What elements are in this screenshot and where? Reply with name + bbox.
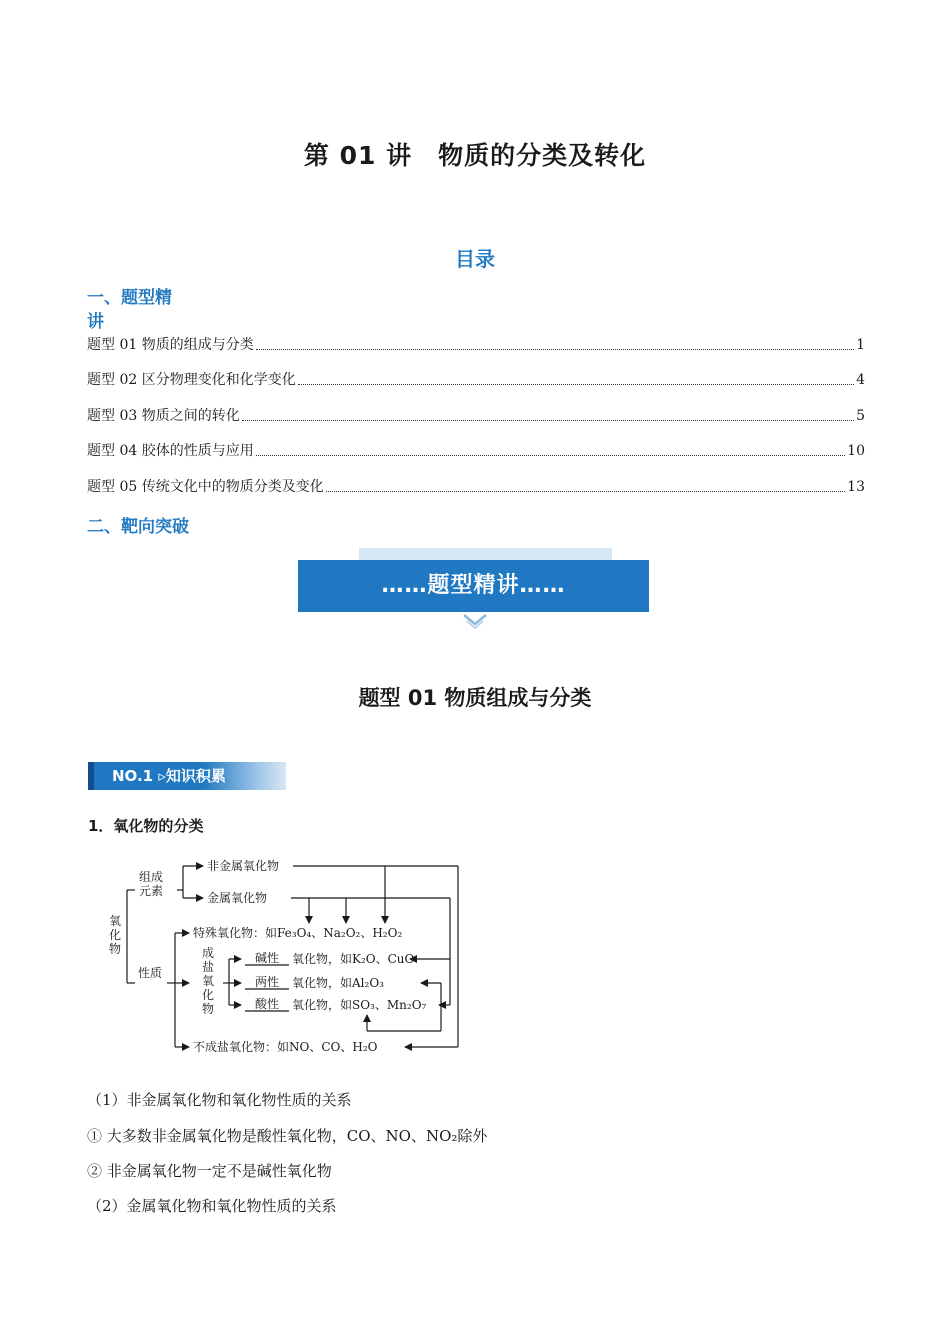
diagram-basic-rest: 氧化物，如K₂O、CuO bbox=[292, 952, 415, 966]
toc-title: 目录 bbox=[455, 247, 495, 271]
diagram-acidic-rest: 氧化物，如SO₃、Mn₂O₇ bbox=[292, 998, 427, 1012]
diagram-salt-forming: 成盐氧化物 bbox=[202, 946, 215, 1016]
toc-entry-label: 题型 04 胶体的性质与应用 bbox=[87, 443, 254, 459]
paragraph: ② 非金属氧化物一定不是碱性氧化物 bbox=[87, 1162, 332, 1180]
toc-section-one[interactable] bbox=[87, 286, 172, 334]
paragraph: （2）金属氧化物和氧化物性质的关系 bbox=[87, 1197, 337, 1215]
knowledge-tag-label: NO.1 ▹知识积累 bbox=[112, 767, 226, 785]
diagram-nonmetal-oxide: 非金属氧化物 bbox=[207, 859, 280, 873]
toc-entry-page: 4 bbox=[856, 372, 865, 388]
toc-entry-03[interactable] bbox=[87, 406, 865, 426]
page-title: 第 01 讲 物质的分类及转化 bbox=[303, 141, 647, 170]
toc-entry-label: 题型 01 物质的组成与分类 bbox=[87, 337, 254, 353]
toc-section-one-line2: 讲 bbox=[87, 312, 104, 332]
toc-entry-label: 题型 03 物质之间的转化 bbox=[87, 408, 240, 424]
toc-leader-dots bbox=[298, 384, 854, 385]
diagram-composition-line2: 元素 bbox=[139, 884, 164, 898]
toc-entry-page: 10 bbox=[847, 443, 865, 459]
paragraph: ① 大多数非金属氧化物是酸性氧化物，CO、NO、NO₂除外 bbox=[87, 1127, 488, 1145]
toc-leader-dots bbox=[256, 455, 845, 456]
toc-entry-01[interactable] bbox=[87, 335, 865, 355]
toc-entry-05[interactable] bbox=[87, 477, 865, 497]
paragraph: （1）非金属氧化物和氧化物性质的关系 bbox=[87, 1091, 352, 1109]
item-heading: 1．氧化物的分类 bbox=[88, 817, 204, 835]
chevron-down-icon bbox=[462, 612, 488, 632]
knowledge-tag-accent bbox=[88, 762, 94, 790]
toc-section-two[interactable]: 二、靶向突破 bbox=[87, 517, 189, 537]
diagram-non-salt-forming: 不成盐氧化物：如NO、CO、H₂O bbox=[193, 1040, 378, 1054]
diagram-property-label: 性质 bbox=[138, 966, 163, 980]
diagram-amphoteric-label: 两性 bbox=[255, 975, 280, 989]
diagram-acidic-label: 酸性 bbox=[255, 997, 280, 1011]
section-banner: ……题型精讲…… bbox=[298, 560, 649, 612]
oxide-classification-diagram bbox=[105, 853, 470, 1058]
diagram-basic-label: 碱性 bbox=[255, 951, 280, 965]
diagram-amphoteric-rest: 氧化物，如Al₂O₃ bbox=[292, 976, 384, 990]
toc-leader-dots bbox=[242, 420, 854, 421]
toc-entry-page: 1 bbox=[856, 337, 865, 353]
toc-entry-label: 题型 02 区分物理变化和化学变化 bbox=[87, 372, 296, 388]
toc-entry-page: 5 bbox=[856, 408, 865, 424]
diagram-composition-line1: 组成 bbox=[139, 870, 164, 884]
diagram-root-label: 氧化物 bbox=[109, 914, 122, 956]
toc-leader-dots bbox=[326, 491, 845, 492]
toc-entry-02[interactable] bbox=[87, 370, 865, 390]
section-heading: 题型 01 物质组成与分类 bbox=[358, 686, 592, 710]
toc-leader-dots bbox=[256, 349, 854, 350]
toc-section-one-line1: 一、题型精 bbox=[87, 288, 172, 308]
toc-entry-04[interactable] bbox=[87, 441, 865, 461]
toc-entry-label: 题型 05 传统文化中的物质分类及变化 bbox=[87, 479, 324, 495]
toc-entry-page: 13 bbox=[847, 479, 865, 495]
diagram-metal-oxide: 金属氧化物 bbox=[207, 891, 268, 905]
diagram-special-oxide: 特殊氧化物：如Fe₃O₄、Na₂O₂、H₂O₂ bbox=[193, 926, 403, 940]
